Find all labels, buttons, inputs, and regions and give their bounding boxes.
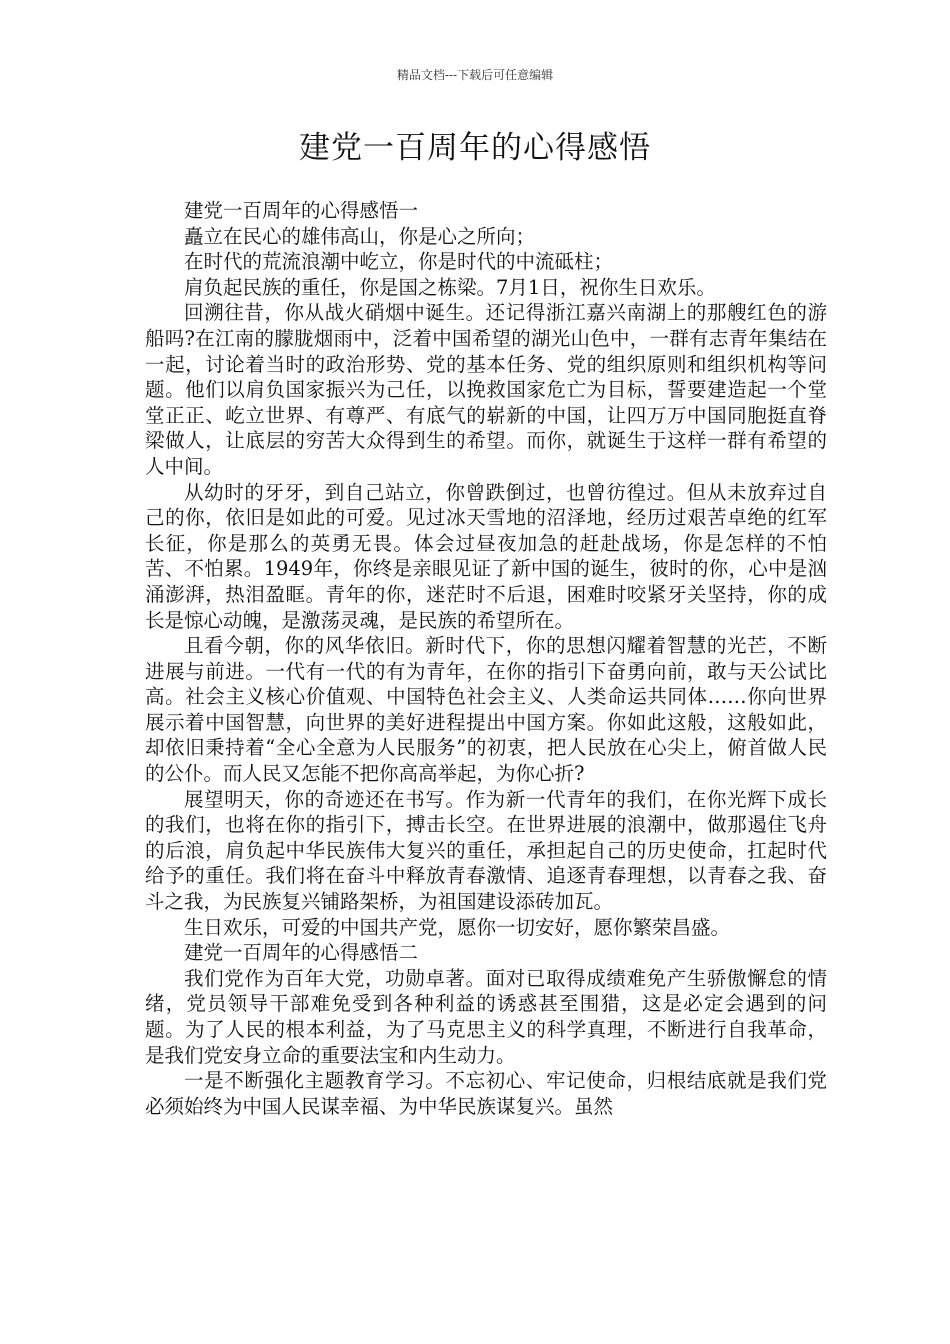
paragraph: 且看今朝，你的风华依旧。新时代下，你的思想闪耀着智慧的光芒，不断进展与前进。一代有一代的有为青年，在你的指引下奋勇向前，敢与天公试比高。社会主义核心价值观、中国特色社会主义、人类命运共同体……你向世界展示着中国智慧，向世界的美好进程提出中国方案。你如此这般，这般如此，却依旧秉持着“全心全意为人民服务”的初衷，把人民放在心尖上，俯首做人民的公仆。而人民又怎能不把你高高举起，为你心折? — [145, 634, 827, 786]
paragraph: 一是不断强化主题教育学习。不忘初心、牢记使命，归根结底就是我们党必须始终为中国人民谋幸福、为中华民族谋复兴。虽然 — [145, 1069, 827, 1118]
paragraph: 生日欢乐，可爱的中国共产党，愿你一切安好，愿你繁荣昌盛。 — [184, 915, 731, 939]
paragraph: 建党一百周年的心得感悟一 — [184, 199, 419, 222]
paragraph: 展望明天，你的奇迹还在书写。作为新一代青年的我们，在你光辉下成长的我们，也将在你的指引下，搏击长空。在世界进展的浪潮中，做那遏住飞舟的后浪，肩负起中华民族伟大复兴的重任，承担起自己的历史使命，扛起时代给予的重任。我们将在奋斗中释放青春激情、追逐青春理想，以青春之我、奋斗之我，为民族复兴铺路架桥，为祖国建设添砖加瓦。 — [145, 787, 827, 914]
document-title: 建党一百周年的心得感悟 — [299, 130, 651, 166]
paragraph: 肩负起民族的重任，你是国之栋梁。7月1日，祝你生日欢乐。 — [184, 275, 716, 299]
paragraph: 在时代的荒流浪潮中屹立，你是时代的中流砥柱； — [184, 250, 614, 274]
paragraph: 建党一百周年的心得感悟二 — [184, 941, 419, 965]
page-header: 精品文档---下载后可任意编辑 — [396, 68, 554, 82]
paragraph: 回溯往昔，你从战火硝烟中诞生。还记得浙江嘉兴南湖上的那艘红色的游船吗?在江南的朦胧烟雨中，泛着中国希望的湖光山色中，一群有志青年集结在一起，讨论着当时的政治形势、党的基本任务、党的组织原则和组织机构等问题。他们以肩负国家振兴为己任，以挽救国家危亡为目标，誓要建造起一个堂堂正正、屹立世界、有尊严、有底气的崭新的中国，让四万万中国同胞挺直脊梁做人，让底层的穷苦大众得到生的希望。而你，就诞生于这样一群有希望的人中间。 — [145, 301, 827, 478]
paragraph: 矗立在民心的雄伟高山，你是心之所向； — [184, 224, 536, 248]
paragraph: 我们党作为百年大党，功勋卓著。面对已取得成绩难免产生骄傲懈怠的情绪，党员领导干部难免受到各种利益的诱惑甚至围猎，这是必定会遇到的问题。为了人民的根本利益，为了马克思主义的科学真理，不断进行自我革命，是我们党安身立命的重要法宝和内生动力。 — [145, 966, 827, 1067]
paragraph: 从幼时的牙牙，到自己站立，你曾跌倒过，也曾彷徨过。但从未放弃过自己的你，依旧是如此的可爱。见过冰天雪地的沼泽地，经历过艰苦卓绝的红军长征，你是那么的英勇无畏。体会过昼夜加急的赶赴战场，你是怎样的不怕苦、不怕累。1949年，你终是亲眼见证了新中国的诞生，彼时的你，心中是汹涌澎湃，热泪盈眶。青年的你，迷茫时不后退，困难时咬紧牙关坚持，你的成长是惊心动魄，是激荡灵魂，是民族的希望所在。 — [145, 480, 827, 632]
document-body — [145, 198, 827, 1119]
